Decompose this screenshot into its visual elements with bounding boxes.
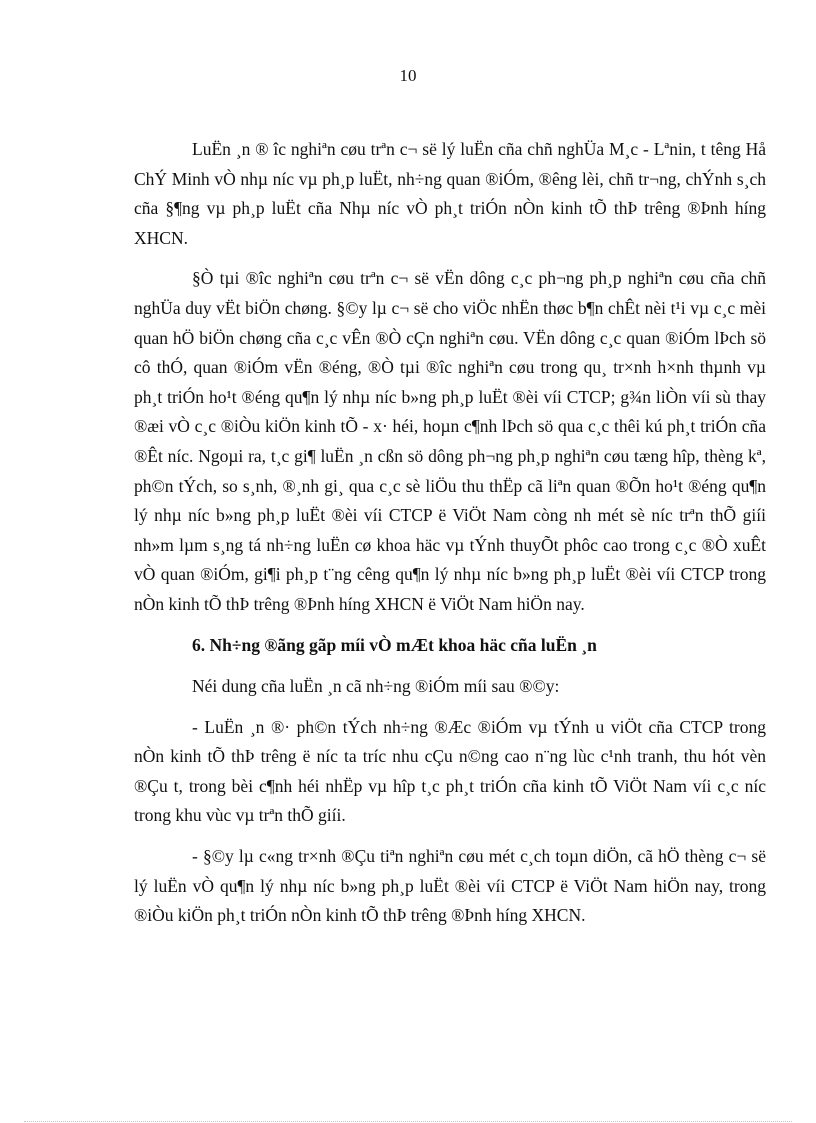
paragraph-new-point-2: - §©y lµ c«ng tr×nh ®Çu tiªn nghiªn cøu mét c¸ch toµn diÖn, cã hÖ thèng c¬ së lý luËn vÒ qu¶n lý nhµ níc b»ng ph¸p luËt ®èi víi CTCP ë ViÖt Nam hiÖn nay, trong ®iÒu kiÖn ph¸t triÓn nÒn kinh tÕ thÞ trêng ®Þnh híng XHCN. — [134, 846, 766, 926]
paragraph-research-methods: §Ò tµi ®îc nghiªn cøu trªn c¬ së vËn dông c¸c ph¬ng ph¸p nghiªn cøu cña chñ nghÜa duy vËt biÖn chøng. §©y lµ c¬ së cho viÖc nhËn thøc b¶n chÊt nèi t¹i vµ c¸c mèi quan hÖ biÖn chøng cña c¸c vÊn ®Ò cÇn nghiªn cøu. VËn dông c¸c quan ®iÓm lÞch sö cô thÓ, quan ®iÓm vËn ®éng, ®Ò tµi ®îc nghiªn cøu trong qu¸ tr×nh h×nh thµnh vµ ph¸t triÓn ho¹t ®éng qu¶n lý nhµ níc b»ng ph¸p luËt ®èi víi CTCP; g¾n liÒn víi sù thay ®æi vÒ c¸c ®iÒu kiÖn kinh tÕ - x· héi, hoµn c¶nh lÞch sö qua c¸c thêi kú ph¸t triÓn cña ®Êt níc. Ngoµi ra, t¸c gi¶ luËn ¸n cßn sö dông ph¬ng ph¸p nghiªn cøu tæng hîp, thèng kª, ph©n tÝch, so s¸nh, ®¸nh gi¸ qua c¸c sè liÖu thu thËp cã liªn quan ®Õn ho¹t ®éng qu¶n lý nhµ níc b»ng ph¸p luËt ®èi víi CTCP ë ViÖt Nam còng nh mét sè níc trªn thÕ giíi nh»m lµm s¸ng tá nh÷ng luËn cø khoa häc vµ tÝnh thuyÕt phôc cao trong c¸c ®Ò xuÊt vÒ quan ®iÓm, gi¶i ph¸p t¨ng cêng qu¶n lý nhµ níc b»ng ph¸p luËt ®èi víi CTCP trong nÒn kinh tÕ thÞ trêng ®Þnh híng XHCN ë ViÖt Nam hiÖn nay. — [134, 268, 766, 614]
section-heading: 6. Nh÷ng ®ãng gãp míi vÒ mÆt khoa häc cña luËn ¸n — [192, 634, 597, 655]
paragraph-new-points-intro: Néi dung cña luËn ¸n cã nh÷ng ®iÓm míi sau ®©y: — [192, 676, 560, 697]
paragraph-research-basis: LuËn ¸n ® îc nghiªn cøu trªn c¬ së lý luËn cña chñ nghÜa M¸c - Lªnin, t têng Hå ChÝ Minh vÒ nhµ níc vµ ph¸p luËt, nh÷ng quan ®iÓm, ®êng lèi, chñ tr¬ng, chÝnh s¸ch cña §¶ng vµ ph¸p luËt cña Nhµ níc vÒ ph¸t triÓn nÒn kinh tÕ thÞ trêng ®Þnh híng XHCN. — [134, 139, 766, 248]
page-number: 10 — [399, 66, 417, 85]
document-body — [134, 135, 766, 942]
footer-divider — [24, 1121, 792, 1122]
paragraph-new-point-1: - LuËn ¸n ®· ph©n tÝch nh÷ng ®Æc ®iÓm vµ tÝnh u viÖt cña CTCP trong nÒn kinh tÕ thÞ trêng ë níc ta tríc nhu cÇu n©ng cao n¨ng lùc c¹nh tranh, thu hót vèn ®Çu t, trong bèi c¶nh héi nhËp vµ hîp t¸c ph¸t triÓn cña kinh tÕ ViÖt Nam víi c¸c níc trong khu vùc vµ trªn thÕ giíi. — [134, 716, 766, 826]
